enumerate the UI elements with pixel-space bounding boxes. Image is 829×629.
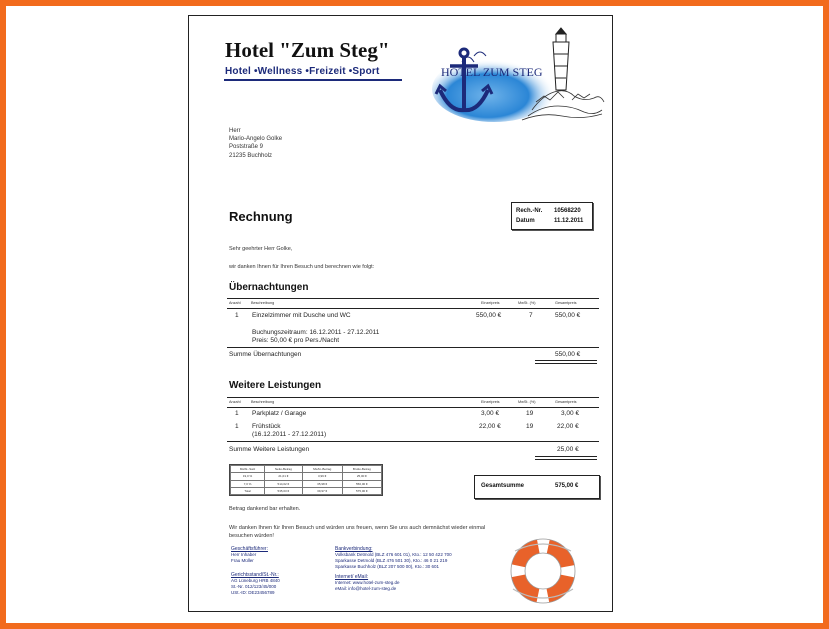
vat-cell: 7,0 %: [231, 480, 265, 487]
header-rule: [224, 79, 402, 81]
col-total: Gesamtpreis: [555, 301, 577, 305]
footer-heading: Gerichtsstand/St.-Nr.:: [231, 572, 279, 578]
grand-total-value: 575,00 €: [555, 483, 579, 489]
closing-line: besuchen würden!: [229, 533, 274, 539]
logo-text: HOTEL ZUM STEG: [441, 65, 543, 79]
grand-total-label: Gesamtsumme: [481, 483, 525, 489]
row-vat: 19: [526, 423, 534, 430]
address-name: Mario-Angelo Golke: [229, 136, 283, 143]
col-qty: Anzahl: [229, 301, 241, 305]
intro-text: wir danken Ihnen für Ihren Besuch und berechnen wie folgt:: [229, 264, 375, 270]
vat-cell: Netto-Betrag: [265, 466, 303, 473]
overnights-sum: 550,00 €: [555, 351, 581, 358]
greeting: Sehr geehrter Herr Golke,: [229, 246, 293, 252]
row-vat: 19: [526, 410, 534, 417]
invoice-reference-box: [511, 202, 593, 230]
col-desc: Beschreibung: [251, 301, 275, 305]
row-unit: 22,00 €: [479, 423, 501, 430]
invoice-number-label: Rech.-Nr.: [516, 208, 543, 214]
footer-line: St.-Nr. 012/123/45/000: [231, 584, 277, 589]
col-vat: MwSt. (%): [518, 400, 536, 404]
table-rule: [227, 407, 599, 408]
col-unit: Einzelpreis: [481, 301, 500, 305]
row-qty: 1: [235, 410, 239, 417]
vat-summary-table: [229, 464, 383, 496]
lighthouse-icon: [553, 28, 569, 90]
col-vat: MwSt. (%): [518, 301, 536, 305]
vat-cell: 3,99 €: [302, 473, 342, 480]
overnights-heading: Übernachtungen: [229, 282, 309, 293]
footer-line: Sparkasse Detmold (BLZ 476 501 30), Kto.: 46 0 21 219: [335, 558, 448, 563]
table-rule: [227, 308, 599, 309]
footer-bank: [335, 546, 452, 570]
footer-line: Volksbank Detmold (BLZ 476 601 01), Kto.: 12 50 422 700: [335, 552, 452, 557]
recipient-address: [229, 127, 282, 160]
footer-line: Internet: www.hotel-zum-steg.de: [335, 580, 400, 585]
col-qty: Anzahl: [229, 400, 241, 404]
invoice-title: Rechnung: [229, 209, 293, 224]
vat-cell: 21,01 €: [265, 473, 303, 480]
footer-line: Herr Inhaber: [231, 552, 257, 557]
row-total: 22,00 €: [557, 423, 579, 430]
row-vat: 7: [529, 312, 533, 319]
row-detail: (16.12.2011 - 27.12.2011): [252, 431, 327, 438]
footer-heading: Bankverbindung:: [335, 546, 373, 552]
services-sum-label: Summe Weitere Leistungen: [229, 446, 310, 453]
vat-cell: 35,98 €: [302, 480, 342, 487]
grand-total-box: [474, 475, 600, 499]
footer-contact: [335, 574, 400, 592]
table-rule: [227, 347, 599, 348]
services-sum: 25,00 €: [557, 446, 579, 453]
lifebuoy-icon: [507, 537, 579, 605]
hotel-tagline: Hotel •Wellness •Freizeit •Sport: [225, 66, 380, 77]
vat-cell: MwSt.-Betrag: [302, 466, 342, 473]
row-qty: 1: [235, 423, 239, 430]
payment-note: Betrag dankend bar erhalten.: [229, 506, 301, 512]
row-detail: Buchungszeitraum: 16.12.2011 - 27.12.2011: [252, 329, 380, 336]
vat-cell: 535,03 €: [265, 487, 303, 494]
invoice-date: 11.12.2011: [554, 218, 584, 224]
closing-line: Wir danken Ihnen für Ihren Besuch und würden uns freuen, wenn Sie uns auch demnächst wieder einmal: [229, 525, 486, 531]
footer-line: eMail: info@hotel-zum-steg.de: [335, 586, 397, 591]
row-total: 3,00 €: [561, 410, 580, 417]
col-desc: Beschreibung: [251, 400, 275, 404]
sum-underline: [535, 456, 597, 460]
col-total: Gesamtpreis: [555, 400, 577, 404]
sum-underline: [535, 360, 597, 364]
vat-cell: 550,00 €: [342, 480, 381, 487]
row-unit: 3,00 €: [481, 410, 500, 417]
services-heading: Weitere Leistungen: [229, 380, 322, 391]
row-desc: Einzelzimmer mit Dusche und WC: [252, 312, 351, 319]
footer-line: AG Lüneburg HRB 4840: [231, 578, 280, 583]
footer-line: Frau Müller: [231, 558, 254, 563]
address-salutation: Herr: [229, 128, 241, 134]
row-detail: Preis: 50,00 € pro Pers./Nacht: [252, 337, 340, 344]
table-rule: [227, 298, 599, 299]
vat-cell: 25,00 €: [342, 473, 381, 480]
row-desc: Parkplatz / Garage: [252, 410, 307, 417]
footer-heading: Internet/ eMail:: [335, 574, 369, 580]
address-city: 21235 Buchholz: [229, 152, 273, 159]
table-rule: [227, 397, 599, 398]
address-street: Poststraße 9: [229, 144, 264, 151]
footer-heading: Geschäftsführer:: [231, 546, 268, 552]
overnights-sum-label: Summe Übernachtungen: [229, 351, 302, 358]
row-unit: 550,00 €: [476, 312, 502, 319]
closing-text: [229, 524, 485, 540]
row-desc: Frühstück: [252, 423, 281, 430]
vat-cell: MwSt.-Satz: [231, 466, 265, 473]
row-total: 550,00 €: [555, 312, 581, 319]
footer-management: [231, 546, 268, 564]
hotel-name: Hotel "Zum Steg": [225, 38, 390, 62]
col-unit: Einzelpreis: [481, 400, 500, 404]
footer-line: Sparkasse Buchholz (BLZ 207 500 00), Kto.: 30 601: [335, 564, 440, 569]
footer-line: USt.-ID: DE23456789: [231, 590, 275, 595]
table-rule: [227, 441, 599, 442]
invoice-page: [188, 15, 613, 612]
invoice-number: 10568220: [554, 208, 581, 214]
vat-cell: 39,97 €: [302, 487, 342, 494]
vat-cell: 19,0 %: [231, 473, 265, 480]
vat-cell: 575,00 €: [342, 487, 381, 494]
row-qty: 1: [235, 312, 239, 319]
invoice-date-label: Datum: [516, 218, 535, 224]
vat-cell: Total: [231, 487, 265, 494]
vat-cell: Brutto-Betrag: [342, 466, 381, 473]
footer-registry: [231, 572, 280, 596]
vat-cell: 514,02 €: [265, 480, 303, 487]
